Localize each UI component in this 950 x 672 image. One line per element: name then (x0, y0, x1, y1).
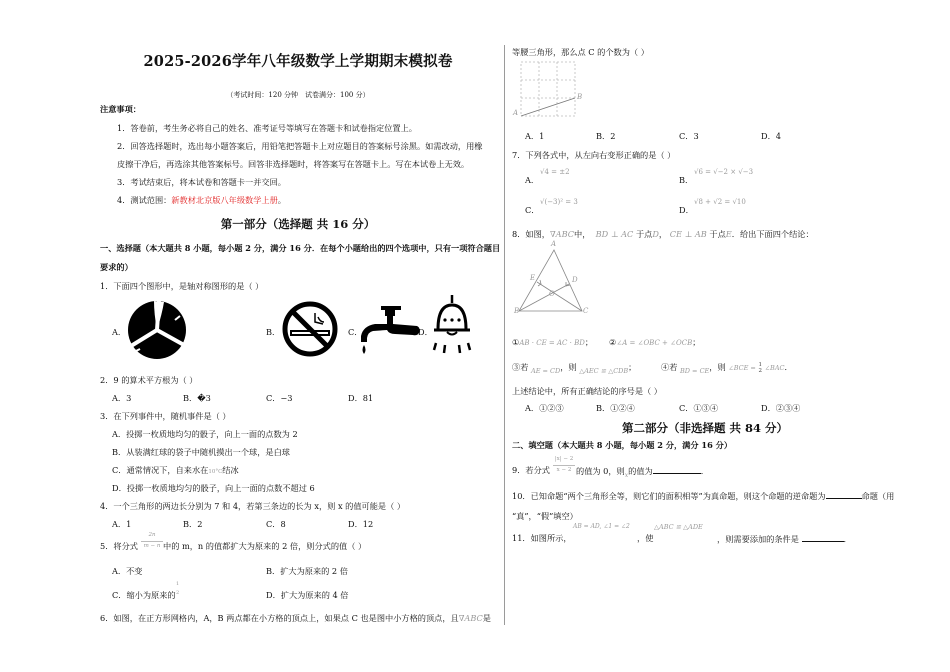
q8-label-d: D (572, 276, 578, 284)
notice-3: 3．考试结束后，将本试卷和答题卡一并交回。 (117, 177, 286, 187)
q8-label-o: O (549, 290, 555, 298)
c4-label: ④若 (661, 362, 678, 372)
q1-option-c[interactable]: C． (348, 327, 363, 337)
q5-fraction-bar (141, 541, 163, 542)
q8-conclusion-4: ④若 $_{BD = CE}$，则 ∠BCE = 1 2 ∠BAC． (661, 362, 793, 375)
c3-math: △AEC ≌ △CDB (579, 367, 629, 375)
q11-mid: ，使 (637, 533, 654, 543)
q8-option-a[interactable]: A．①②③ (525, 403, 564, 413)
q7-option-a[interactable] (525, 175, 539, 186)
q10-text: 10．已知命题“两个三角形全等，则它们的面积相等”为真命题，则这个命题的逆命题为 (512, 491, 826, 501)
q11-end: ． (843, 534, 852, 544)
part1-heading: 第一部分（选择题 共 16 分） (220, 217, 376, 231)
q6-grid-figure (512, 58, 592, 123)
section1-desc-cont: 要求的） (100, 262, 133, 272)
q10-line2: “真”，“假”填空） (512, 511, 578, 521)
q3-stem: 3．在下列事件中，随机事件是（ ） (100, 411, 231, 421)
c4-math-a: ∠BCE = (728, 364, 756, 372)
q11-math-1: AB = AD, ∠1 = ∠2 (573, 523, 630, 530)
q8-text: 于点 (635, 229, 653, 239)
q6-option-b[interactable]: B．2 (596, 131, 616, 141)
q4-option-a[interactable]: A．1 (112, 519, 132, 529)
c2-math: ∠A = ∠OBC + ∠OCB (616, 339, 693, 347)
q9-suffix: 的值为 (628, 466, 653, 476)
q2-option-a[interactable]: A．3 (112, 393, 132, 403)
q3-option-c[interactable] (112, 465, 239, 478)
q7-a-math: √4 = ±2 (540, 168, 570, 176)
q9-mid: 的值为 0，则 (576, 466, 625, 476)
q4-stem: 4．一个三角形的两边长分别为 7 和 4，若第三条边的长为 x，则 x 的值可能是（ ） (100, 501, 406, 511)
q9-rest (576, 465, 709, 478)
notice-4 (117, 195, 286, 206)
q8-conclusion-3: ③若 $_{AE = CD}$，则 $_{\triangle AEC ≌ \triangle CDB}$； (512, 362, 637, 375)
q8-option-d[interactable]: D．②③④ (761, 403, 801, 413)
c4-frac-num: 1 (758, 362, 762, 368)
q8-option-b[interactable]: B．①②④ (596, 403, 635, 413)
c2-label: ② (609, 337, 617, 347)
q6-stem-suffix: 是 (482, 613, 491, 623)
q3-option-a[interactable]: A．投掷一枚质地均匀的骰子，向上一面的点数为 2 (112, 429, 298, 439)
q5-option-a[interactable]: A．不变 (112, 566, 143, 576)
q8-triangle-figure (510, 245, 590, 317)
q5-option-c[interactable]: C．缩小为原来的 (112, 590, 176, 600)
q6-option-d[interactable]: D．4 (761, 131, 781, 141)
q6-stem-line1 (100, 613, 491, 624)
part2-heading: 第二部分（非选择题 共 84 分） (621, 421, 788, 435)
q5-fraction-numerator: 2n (148, 532, 156, 538)
c3-condition: AE = CD (531, 367, 561, 375)
q8-option-c[interactable]: C．①③④ (679, 403, 719, 413)
q6-triangle-math: ∇ABC (458, 613, 483, 623)
q5-fraction-denominator: m − n (143, 543, 161, 549)
q8-label-c: C (583, 307, 589, 315)
q8-label-e: E (530, 274, 536, 282)
notice-1: 1．答卷前，考生务必将自己的姓名、准考证号等填写在答题卡和试卷指定位置上。 (117, 123, 417, 133)
q7-b-label: B． (679, 175, 694, 185)
q8-math: CE ⊥ AB (669, 229, 707, 239)
q11-math-2: △ABC ≌ △ADE (654, 523, 703, 531)
c3-label: ③若 (512, 362, 529, 372)
q5-stem-prefix: 5．将分式 (100, 541, 138, 551)
q8-conclusion-2: ②∠A = ∠OBC + ∠OCB； (609, 337, 701, 347)
q10-line1 (512, 490, 894, 502)
q7-option-b[interactable] (679, 175, 693, 186)
q2-stem: 2．9 的算术平方根为（ ） (100, 375, 198, 385)
pendant-lamp-icon (430, 295, 474, 357)
q11-answer-blank[interactable] (802, 533, 844, 542)
c4-mid: ，则 (709, 362, 726, 372)
q5-stem-suffix: 中的 m，n 的值都扩大为原来的 2 倍，则分式的值（ ） (163, 541, 367, 551)
q8-text: ， (658, 229, 668, 239)
q8-math: ∇ABC (549, 229, 575, 239)
c4-fraction (758, 362, 762, 374)
q8-math: BD ⊥ AC (595, 229, 634, 239)
q2-option-c[interactable]: C．−3 (266, 393, 293, 403)
water-faucet-icon (361, 302, 421, 358)
q6-option-c[interactable]: C．3 (679, 131, 699, 141)
q3-option-b[interactable]: B．从装满红球的袋子中随机摸出一个球，是白球 (112, 447, 290, 457)
q6-label-a: A (513, 109, 519, 117)
c1-math: AB · CE = AC · BD (519, 339, 585, 347)
q11-suffix: ，则需要添加的条件是 (717, 534, 799, 544)
mercedes-leaf-circle-icon (126, 300, 188, 360)
q10-after-blank: 命题（用 (861, 491, 895, 501)
section1-desc: 一、选择题（本大题共 8 小题，每小题 2 分，满分 16 分．在每个小题给出的四个选项中，只有一项符合题目 (100, 243, 501, 253)
q6-stem-line2: 等腰三角形，那么点 C 的个数为（ ） (512, 47, 649, 57)
q2-option-b[interactable]: B．�3 (183, 393, 211, 403)
q6-option-a[interactable]: A．1 (525, 131, 545, 141)
q7-option-d[interactable] (679, 205, 694, 216)
no-smoking-icon (281, 300, 339, 358)
q6-stem-prefix: 6．如图，在正方形网格内，A，B 两点都在小方格的顶点上，如果点 C 也是图中小方格的顶点，且 (100, 613, 459, 623)
q8-conclusion-1: ①AB · CE = AC · BD； (512, 337, 594, 347)
exam-subtitle: （考试时间：120 分钟 试卷满分：100 分） (226, 91, 370, 99)
q11-rest (717, 533, 852, 545)
q3-option-d[interactable]: D．投掷一枚质地均匀的骰子，向上一面的点数不超过 6 (112, 483, 315, 493)
q9-end: ． (700, 466, 709, 476)
q3-option-c-text: C．通常情况下，自来水在 (112, 465, 209, 475)
q8-stem (512, 229, 814, 240)
q7-d-label: D． (679, 205, 694, 215)
q7-a-label: A． (525, 175, 540, 185)
q9-prefix: 9．若分式 (512, 465, 550, 475)
notice-2-cont: 皮擦干净后，再选涂其他答案标号。回答非选择题时，将答案写在答题卡上。写在本试卷上无效。 (117, 159, 470, 169)
q8-text: 8．如图， (512, 229, 550, 239)
q2-option-d[interactable]: D．81 (348, 393, 374, 403)
q10-answer-blank[interactable] (826, 490, 862, 499)
q8-text: 中， (574, 229, 591, 239)
q8-label-b: B (514, 307, 520, 315)
q9-answer-blank[interactable] (653, 465, 701, 474)
c4-frac-den: 2 (758, 368, 762, 374)
q8-math: E (725, 229, 732, 239)
notice-4-suffix: 。 (277, 195, 286, 205)
q5-c-frac-num: 1 (176, 581, 180, 587)
q8-question: 上述结论中，所有正确结论的序号是（ ） (512, 386, 662, 396)
q7-option-c[interactable] (525, 205, 539, 216)
notice-4-prefix: 4．测试范围： (117, 195, 172, 205)
q7-d-math: √8 + √2 = √10 (694, 198, 746, 206)
q5-option-d[interactable]: D．扩大为原来的 4 倍 (266, 590, 349, 600)
notice-heading: 注意事项： (100, 104, 141, 114)
notice-2: 2．回答选择题时，选出每小题答案后，用铅笔把答题卡上对应题目的答案标号涂黑。如需改动，用橡 (117, 141, 483, 151)
test-scope: 新教材北京版八年级数学上册 (171, 195, 278, 205)
q8-text: ．给出下面四个结论： (731, 229, 814, 239)
q5-option-b[interactable]: B．扩大为原来的 2 倍 (266, 566, 348, 576)
section2-desc: 二、填空题（本大题共 8 小题，每小题 2 分，满分 16 分） (512, 440, 733, 450)
q1-stem: 1．下面四个图形中，是轴对称图形的是（ ） (100, 281, 264, 291)
q3-option-c-suffix: 结冰 (222, 465, 239, 475)
q6-label-b: B (577, 93, 583, 101)
c1-label: ① (512, 337, 520, 347)
q8-text: 于点 (709, 229, 726, 239)
q8-math: D (652, 229, 659, 239)
q11-prefix: 11．如图所示， (512, 533, 572, 543)
column-divider (504, 45, 505, 625)
q1-option-d[interactable]: D． (418, 327, 433, 337)
q9-var: x (624, 472, 629, 479)
q8-label-a: A (551, 240, 557, 248)
q9-frac-den: x − 2 (556, 467, 572, 473)
c4-condition: BD = CE (680, 367, 710, 375)
q4-option-c[interactable]: C．8 (266, 519, 286, 529)
q7-b-math: √6 = √−2 × √−3 (694, 168, 754, 176)
q1-option-a[interactable]: A． (112, 327, 127, 337)
q7-stem: 7．下列各式中，从左向右变形正确的是（ ） (512, 150, 676, 160)
q4-option-b[interactable]: B．2 (183, 519, 203, 529)
q5-c-frac-den: 2 (176, 590, 180, 596)
exam-title: 2025-2026学年八年级数学上学期期末模拟卷 (143, 53, 453, 70)
q9-frac-num: |x| − 2 (554, 456, 574, 462)
q7-c-math: √(−3)² = 3 (540, 198, 578, 206)
q1-option-b[interactable]: B． (266, 327, 281, 337)
temperature-value: 10°C (208, 469, 223, 475)
c4-math-b: ∠BAC (764, 364, 785, 372)
q7-c-label: C． (525, 205, 540, 215)
q9-frac-bar (553, 465, 575, 466)
c3-mid: ，则 (560, 362, 577, 372)
q4-option-d[interactable]: D．12 (348, 519, 374, 529)
